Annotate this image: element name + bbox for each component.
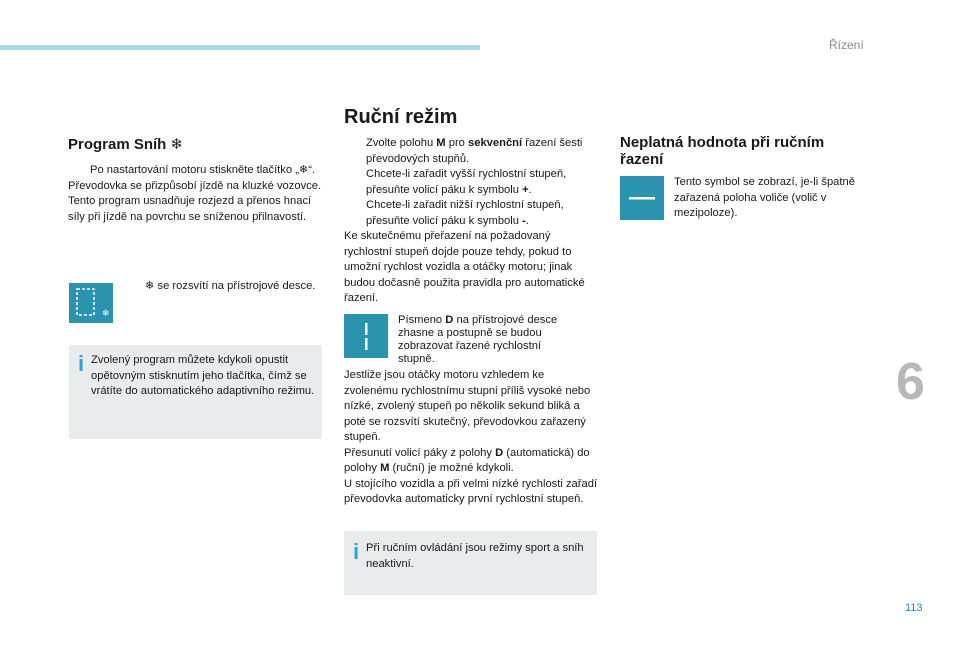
middle-column-lower xyxy=(344,368,600,508)
page-number: 113 xyxy=(905,602,923,614)
gear-icon-caption: Písmeno D na přístrojové desce zhasne a postupně se budou zobrazovat řazené rychlostní stupně. xyxy=(398,314,558,365)
header-bar xyxy=(0,45,480,50)
snow-mode-icon xyxy=(69,283,113,323)
list-item: Chcete-li zařadit nižší rychlostní stupeň, přesuňte volicí páku k symbolu -. xyxy=(366,199,564,227)
chapter-number: 6 xyxy=(896,353,925,411)
invalid-value-icon xyxy=(620,176,664,220)
info-icon: i xyxy=(353,539,360,564)
note-box: i Při ručním ovládání jsou režimy sport a sníh neaktivní. xyxy=(344,531,597,595)
paragraph: Přesunutí volicí páky z polohy D (automatická) do polohy M (ruční) je možné kdykoli. xyxy=(344,446,590,474)
paragraph: Tento program usnadňuje rozjezd a přenos hnací síly při jízdě na povrchu se sníženou přilnavostí. xyxy=(68,195,312,223)
section-heading-invalid: Neplatná hodnota při ručním řazení xyxy=(620,134,825,168)
section-heading-snow: Program Sníh ❄ xyxy=(68,136,184,153)
list-item: Chcete-li zařadit vyšší rychlostní stupeň, přesuňte volicí páku k symbolu +. xyxy=(366,168,567,196)
svg-text:❄: ❄ xyxy=(102,309,110,319)
paragraph: Jestliže jsou otáčky motoru vzhledem ke zvolenému rychlostnímu stupni příliš vysoké nebo nízké, zvolený stupeň po několik sekund bliká a poté se rozsvítí skutečný, převodovkou zařazený stupeň. xyxy=(344,369,591,443)
chapter-title: Řízení xyxy=(829,38,864,52)
middle-column xyxy=(344,136,600,307)
snow-icon-caption: ❄ se rozsvítí na přístrojové desce. xyxy=(145,280,316,292)
list-item: Po nastartování motoru stiskněte tlačítko „❄“. xyxy=(90,164,316,176)
list-item: Zvolte polohu M pro sekvenční řazení šesti převodových stupňů. xyxy=(366,137,583,165)
left-column xyxy=(68,136,328,225)
paragraph: Ke skutečnému přeřazení na požadovaný rychlostní stupeň dojde pouze tehdy, pokud to umožní rychlost vozidla a otáčky motoru; jinak budou dočasně použita pravidla pro automatické řazení. xyxy=(344,230,585,304)
paragraph: U stojícího vozidla a při velmi nízké rychlosti zařadí převodovka automaticky první rychlostní stupeň. xyxy=(344,477,598,505)
gear-display-icon xyxy=(344,314,388,358)
invalid-icon-caption: Tento symbol se zobrazí, je-li špatně zařazená poloha voliče (volič v mezipoloze). xyxy=(674,176,855,219)
paragraph: Převodovka se přizpůsobí jízdě na kluzké vozovce. xyxy=(68,179,322,192)
info-icon: i xyxy=(78,351,85,376)
page-heading: Ruční režim xyxy=(344,106,458,128)
note-box: i Zvolený program můžete kdykoli opustit opětovným stisknutím jeho tlačítka, čímž se vrátíte do automatického adaptivního režimu. xyxy=(69,345,322,439)
